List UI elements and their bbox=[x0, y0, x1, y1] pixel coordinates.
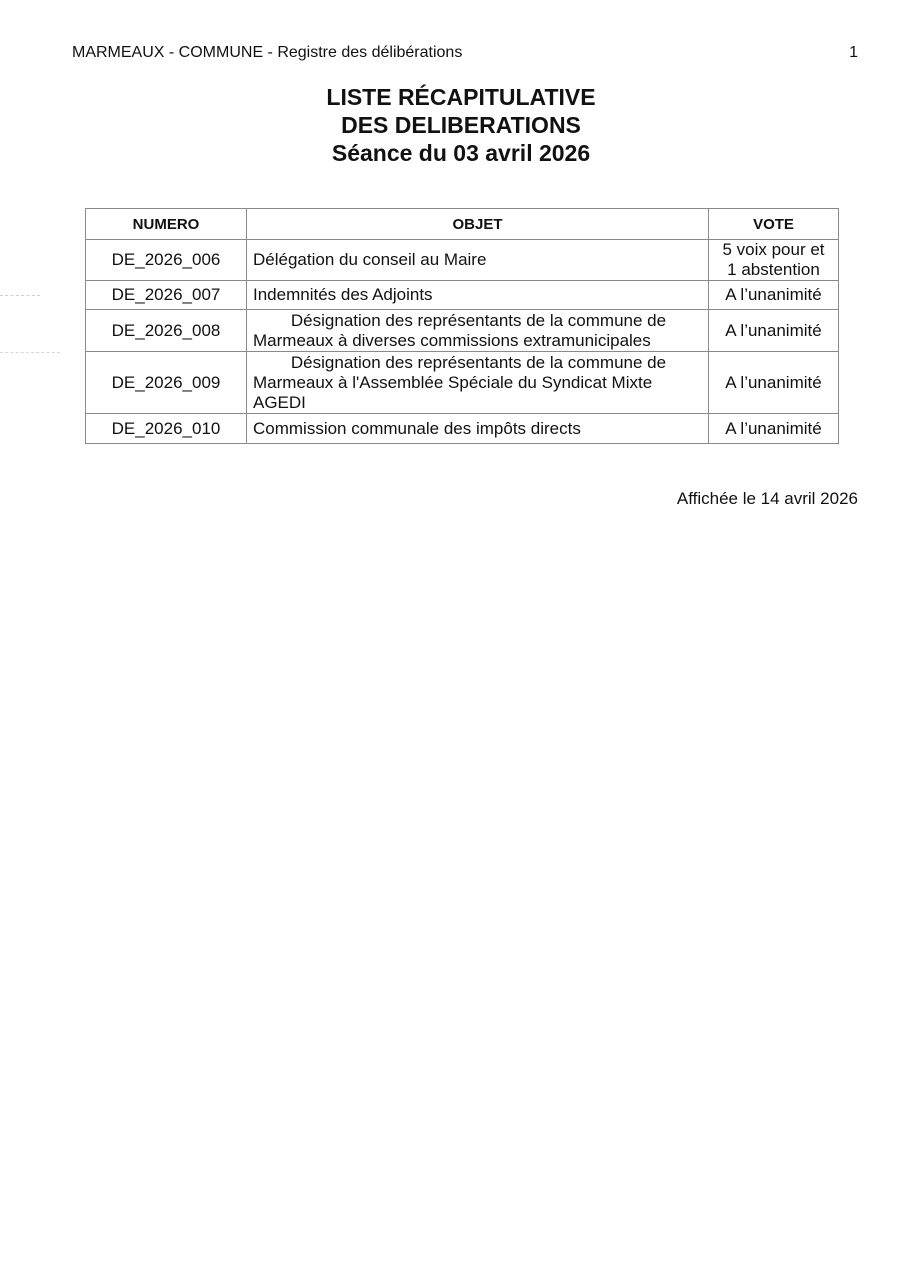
column-header-vote: VOTE bbox=[709, 209, 839, 240]
vote-line: 1 abstention bbox=[727, 260, 820, 279]
scan-artifact bbox=[0, 295, 40, 296]
column-header-numero: NUMERO bbox=[86, 209, 247, 240]
title-line-2: DES DELIBERATIONS bbox=[341, 112, 581, 138]
cell-objet: Indemnités des Adjoints bbox=[247, 281, 709, 310]
cell-objet bbox=[247, 310, 709, 352]
register-title: MARMEAUX - COMMUNE - Registre des délibérations bbox=[72, 44, 463, 61]
table-header-row bbox=[86, 209, 839, 240]
page-header bbox=[72, 44, 862, 64]
cell-numero: DE_2026_006 bbox=[86, 240, 247, 281]
cell-vote: A l’unanimité bbox=[709, 414, 839, 444]
table-row bbox=[86, 240, 839, 281]
scan-artifact bbox=[0, 352, 60, 353]
cell-numero: DE_2026_007 bbox=[86, 281, 247, 310]
vote-line: 5 voix pour et bbox=[722, 240, 825, 259]
cell-objet: Délégation du conseil au Maire bbox=[247, 240, 709, 281]
objet-line: Marmeaux à l'Assemblée Spéciale du Syndicat Mixte bbox=[253, 372, 653, 392]
cell-numero: DE_2026_010 bbox=[86, 414, 247, 444]
objet-line: Désignation des représentants de la commune de bbox=[290, 352, 667, 372]
cell-vote: A l’unanimité bbox=[709, 281, 839, 310]
page-number: 1 bbox=[849, 44, 858, 61]
cell-vote: A l’unanimité bbox=[709, 352, 839, 414]
document-title bbox=[0, 83, 900, 167]
cell-vote bbox=[709, 240, 839, 281]
cell-numero: DE_2026_009 bbox=[86, 352, 247, 414]
cell-vote: A l’unanimité bbox=[709, 310, 839, 352]
table-row bbox=[86, 414, 839, 444]
cell-objet bbox=[247, 352, 709, 414]
posting-date: Affichée le 14 avril 2026 bbox=[676, 489, 858, 508]
cell-objet: Commission communale des impôts directs bbox=[247, 414, 709, 444]
title-line-1: LISTE RÉCAPITULATIVE bbox=[326, 84, 596, 110]
table-row bbox=[86, 310, 839, 352]
table-row bbox=[86, 281, 839, 310]
objet-line: Marmeaux à diverses commissions extramunicipales bbox=[253, 330, 651, 350]
title-line-3: Séance du 03 avril 2026 bbox=[331, 140, 591, 166]
table-row bbox=[86, 352, 839, 414]
objet-line: AGEDI bbox=[253, 392, 306, 412]
objet-line: Désignation des représentants de la commune de bbox=[290, 310, 667, 330]
cell-numero: DE_2026_008 bbox=[86, 310, 247, 352]
deliberations-table bbox=[85, 208, 839, 444]
column-header-objet: OBJET bbox=[247, 209, 709, 240]
